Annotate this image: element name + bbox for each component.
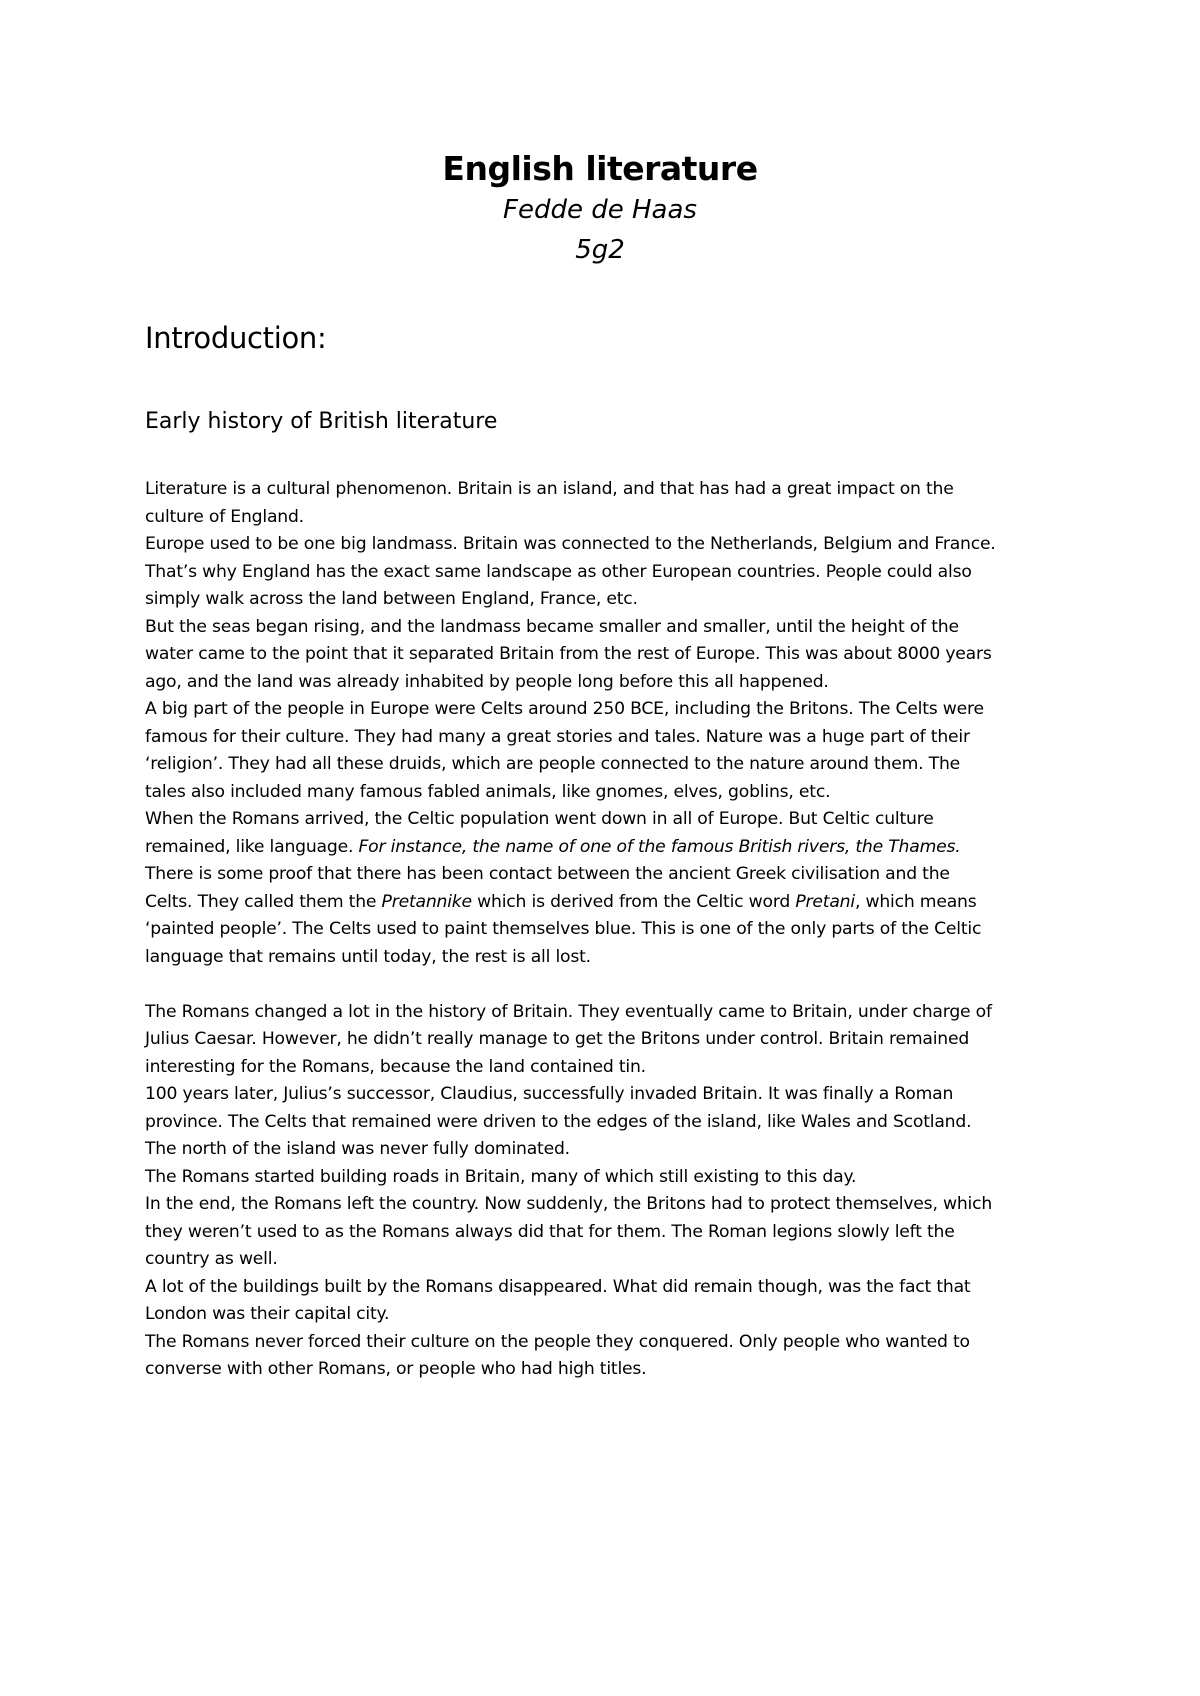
text-line: province. The Celts that remained were driven to the edges of the island, like Wales and Scotland. bbox=[145, 1111, 972, 1132]
paragraph-spacer bbox=[145, 971, 1065, 999]
text-line: ago, and the land was already inhabited by people long before this all happened. bbox=[145, 671, 829, 692]
text-line: culture of England. bbox=[145, 506, 304, 527]
section-heading: Introduction: bbox=[145, 321, 327, 355]
italic-term-pretani: Pretani bbox=[795, 891, 855, 912]
text-line: The Romans started building roads in Britain, many of which still existing to this day. bbox=[145, 1166, 857, 1187]
text-line: The Romans never forced their culture on the people they conquered. Only people who wanted to bbox=[145, 1331, 970, 1352]
text-line: The Romans changed a lot in the history of Britain. They eventually came to Britain, under charge of bbox=[145, 1001, 992, 1022]
text-segment: Celts. They called them the bbox=[145, 891, 382, 912]
text-line: A lot of the buildings built by the Romans disappeared. What did remain though, was the fact that bbox=[145, 1276, 971, 1297]
document-title: English literature bbox=[442, 149, 758, 188]
paragraph-celts bbox=[145, 476, 1065, 971]
text-line bbox=[145, 834, 1065, 862]
text-line: That’s why England has the exact same landscape as other European countries. People could also bbox=[145, 561, 972, 582]
text-line: When the Romans arrived, the Celtic population went down in all of Europe. But Celtic culture bbox=[145, 809, 934, 829]
class-code: 5g2 bbox=[575, 235, 625, 265]
paragraph-romans bbox=[145, 999, 1065, 1384]
body-text bbox=[145, 476, 1065, 1384]
author-name: Fedde de Haas bbox=[503, 195, 697, 225]
text-line: The north of the island was never fully dominated. bbox=[145, 1139, 570, 1159]
text-segment: , which means bbox=[854, 891, 977, 912]
text-line: Literature is a cultural phenomenon. Britain is an island, and that has had a great impact on the bbox=[145, 479, 954, 499]
text-line: interesting for the Romans, because the land contained tin. bbox=[145, 1056, 646, 1077]
text-line: A big part of the people in Europe were Celts around 250 BCE, including the Britons. The Celts were bbox=[145, 699, 984, 719]
text-line: they weren’t used to as the Romans always did that for them. The Roman legions slowly left the bbox=[145, 1221, 955, 1242]
text-line: Europe used to be one big landmass. Britain was connected to the Netherlands, Belgium and France. bbox=[145, 534, 996, 554]
section-subheading: Early history of British literature bbox=[145, 409, 498, 434]
text-line: language that remains until today, the rest is all lost. bbox=[145, 946, 591, 967]
text-line: 100 years later, Julius’s successor, Claudius, successfully invaded Britain. It was finally a Roman bbox=[145, 1084, 954, 1104]
title-block bbox=[0, 148, 1200, 270]
text-line: famous for their culture. They had many a great stories and tales. Nature was a huge part of their bbox=[145, 726, 970, 747]
text-line: tales also included many famous fabled animals, like gnomes, elves, goblins, etc. bbox=[145, 781, 831, 802]
text-line: country as well. bbox=[145, 1249, 278, 1269]
text-line: In the end, the Romans left the country. Now suddenly, the Britons had to protect themselves, which bbox=[145, 1194, 993, 1214]
text-line: But the seas began rising, and the landmass became smaller and smaller, until the height of the bbox=[145, 616, 959, 637]
italic-example: For instance, the name of one of the famous British rivers, the Thames. bbox=[358, 836, 961, 857]
text-line: ‘painted people’. The Celts used to paint themselves blue. This is one of the only parts of the Celtic bbox=[145, 919, 982, 939]
text-line: There is some proof that there has been contact between the ancient Greek civilisation and the bbox=[145, 864, 950, 884]
text-line: converse with other Romans, or people who had high titles. bbox=[145, 1359, 647, 1379]
italic-term-pretannike: Pretannike bbox=[381, 891, 472, 912]
text-line: London was their capital city. bbox=[145, 1304, 390, 1324]
text-segment: which is derived from the Celtic word bbox=[471, 891, 796, 912]
text-line: simply walk across the land between England, France, etc. bbox=[145, 589, 638, 609]
text-segment: remained, like language. bbox=[145, 836, 359, 857]
text-line bbox=[145, 889, 1065, 917]
text-line: ‘religion’. They had all these druids, which are people connected to the nature around them. The bbox=[145, 754, 961, 774]
text-line: water came to the point that it separated Britain from the rest of Europe. This was about 8000 years bbox=[145, 644, 992, 664]
text-line: Julius Caesar. However, he didn’t really manage to get the Britons under control. Britain remained bbox=[145, 1029, 970, 1049]
